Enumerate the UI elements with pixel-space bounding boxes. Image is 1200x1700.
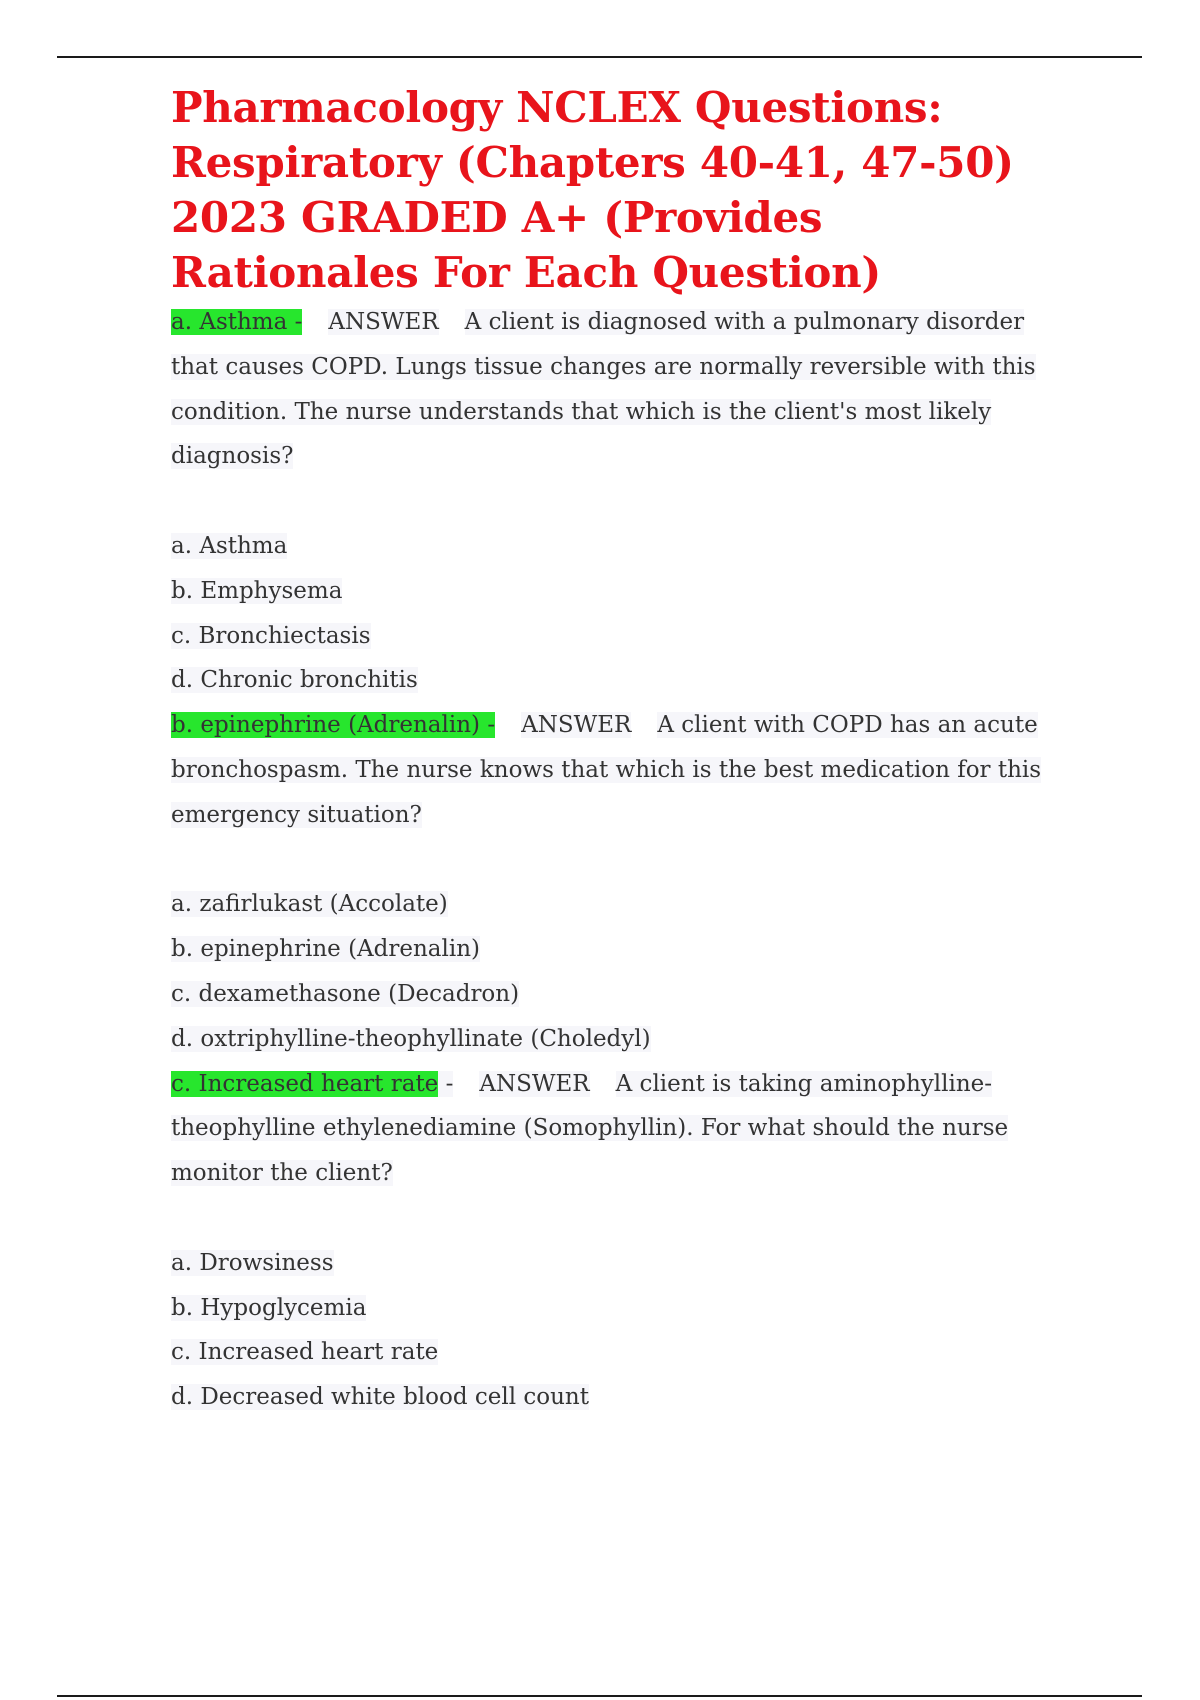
answer-label: ANSWER <box>521 712 632 739</box>
top-rule <box>57 56 1142 58</box>
question-block-3 <box>171 1062 1071 1420</box>
question-text <box>171 703 1071 837</box>
question-prompt: A client is taking aminophylline-theophylline ethylenediamine (Somophyllin). For what should the nurse monitor the client? <box>171 1070 1009 1187</box>
question-text <box>171 1062 1071 1196</box>
answer-suffix: - <box>438 1070 454 1097</box>
option-item: d. oxtriphylline-theophyllinate (Choledyl) <box>171 1025 651 1052</box>
question-block-1 <box>171 300 1071 703</box>
option-item: c. dexamethasone (Decadron) <box>171 980 520 1007</box>
answer-highlight: a. Asthma - <box>171 309 303 335</box>
option-item: d. Decreased white blood cell count <box>171 1384 589 1411</box>
option-item: c. Bronchiectasis <box>171 622 371 649</box>
option-item: a. zafirlukast (Accolate) <box>171 891 448 918</box>
answer-label: ANSWER <box>479 1070 590 1097</box>
option-item: b. Emphysema <box>171 577 343 604</box>
option-item: d. Chronic bronchitis <box>171 667 418 694</box>
answer-label: ANSWER <box>328 309 439 335</box>
document-body <box>171 80 1071 1420</box>
answer-highlight: b. epinephrine (Adrenalin) - <box>171 712 496 739</box>
option-item: c. Increased heart rate <box>171 1339 439 1366</box>
question-text <box>171 300 1071 479</box>
option-item: a. Asthma <box>171 532 288 559</box>
option-item: b. Hypoglycemia <box>171 1294 367 1321</box>
option-item: b. epinephrine (Adrenalin) <box>171 936 481 963</box>
bottom-rule <box>57 1695 1142 1697</box>
document-title: Pharmacology NCLEX Questions: Respiratory (Chapters 40-41, 47-50) 2023 GRADED A+ (Provides Rationales For Each Question) <box>171 83 1014 297</box>
question-prompt: A client is diagnosed with a pulmonary disorder that causes COPD. Lungs tissue changes are normally reversible with this condition. The nurse understands that which is the client's most likely diagnosis? <box>171 309 1036 470</box>
question-block-2 <box>171 703 1071 1061</box>
option-item: a. Drowsiness <box>171 1249 334 1276</box>
answer-highlight: c. Increased heart rate <box>171 1070 439 1097</box>
question-prompt: A client with COPD has an acute bronchospasm. The nurse knows that which is the best medication for this emergency situation? <box>171 712 1042 828</box>
